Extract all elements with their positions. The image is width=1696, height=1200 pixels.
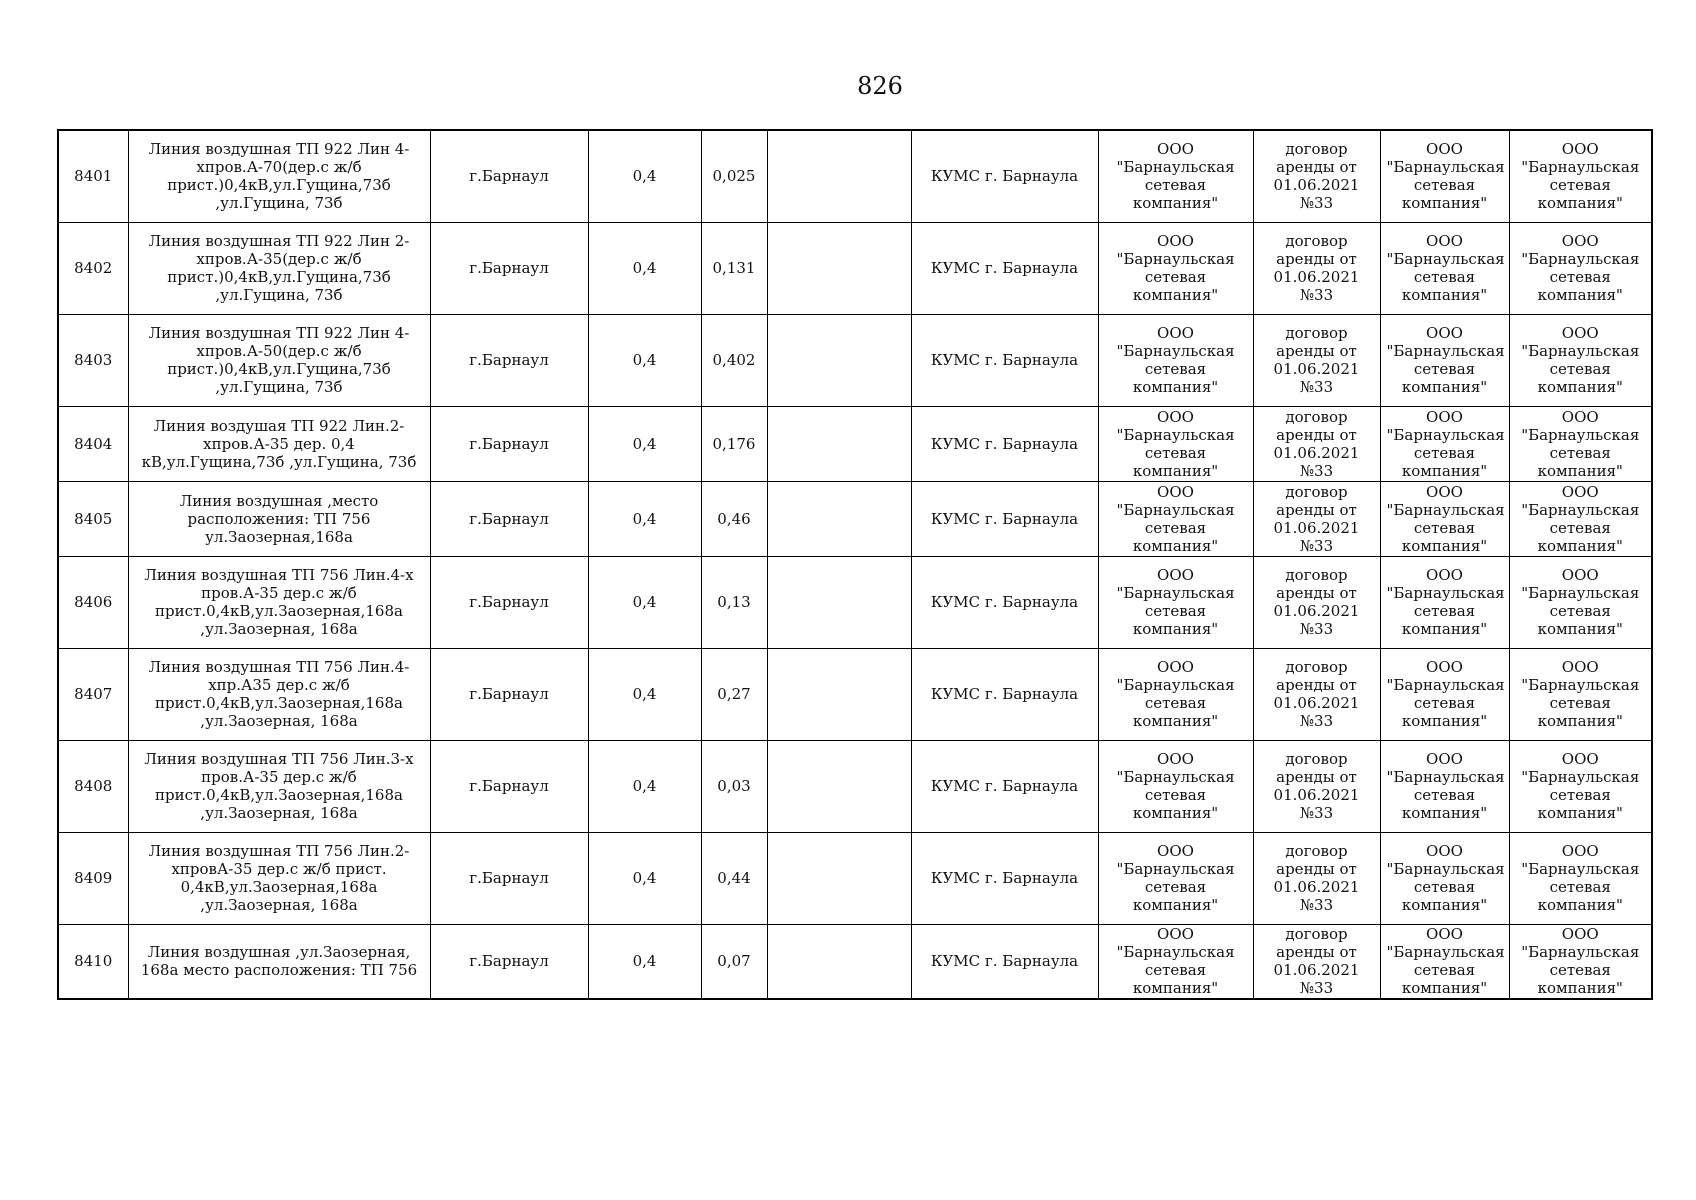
cell-extra xyxy=(767,406,911,481)
cell-user1: ООО "Барнаульская сетевая компания" xyxy=(1380,406,1509,481)
cell-length: 0,46 xyxy=(701,481,767,556)
table-row xyxy=(58,130,1652,222)
table-row xyxy=(58,648,1652,740)
cell-voltage: 0,4 xyxy=(588,222,701,314)
cell-user2: ООО "Барнаульская сетевая компания" xyxy=(1509,222,1652,314)
cell-extra xyxy=(767,314,911,406)
cell-id: 8407 xyxy=(58,648,128,740)
table-row xyxy=(58,222,1652,314)
cell-length: 0,402 xyxy=(701,314,767,406)
table-row xyxy=(58,314,1652,406)
cell-doc: договор аренды от 01.06.2021 №33 xyxy=(1253,832,1380,924)
cell-length: 0,27 xyxy=(701,648,767,740)
cell-user1: ООО "Барнаульская сетевая компания" xyxy=(1380,832,1509,924)
cell-name: Линия воздушная ТП 922 Лин 2-хпров.А-35(дер.с ж/б прист.)0,4кВ,ул.Гущина,73б ,ул.Гущина, 73б xyxy=(128,222,430,314)
cell-doc: договор аренды от 01.06.2021 №33 xyxy=(1253,406,1380,481)
cell-owner: КУМС г. Барнаула xyxy=(911,130,1098,222)
table-row xyxy=(58,740,1652,832)
cell-owner: КУМС г. Барнаула xyxy=(911,222,1098,314)
cell-user1: ООО "Барнаульская сетевая компания" xyxy=(1380,924,1509,999)
cell-user1: ООО "Барнаульская сетевая компания" xyxy=(1380,648,1509,740)
table-body xyxy=(58,130,1652,999)
cell-owner: КУМС г. Барнаула xyxy=(911,648,1098,740)
cell-user2: ООО "Барнаульская сетевая компания" xyxy=(1509,924,1652,999)
cell-extra xyxy=(767,648,911,740)
registry-table xyxy=(57,129,1653,1000)
cell-voltage: 0,4 xyxy=(588,924,701,999)
cell-city: г.Барнаул xyxy=(430,924,588,999)
cell-name: Линия воздушая ТП 922 Лин.2-хпров.А-35 дер. 0,4 кВ,ул.Гущина,73б ,ул.Гущина, 73б xyxy=(128,406,430,481)
cell-owner: КУМС г. Барнаула xyxy=(911,481,1098,556)
cell-voltage: 0,4 xyxy=(588,406,701,481)
table-row xyxy=(58,924,1652,999)
cell-user2: ООО "Барнаульская сетевая компания" xyxy=(1509,406,1652,481)
cell-holder: ООО "Барнаульская сетевая компания" xyxy=(1098,832,1253,924)
cell-voltage: 0,4 xyxy=(588,481,701,556)
cell-length: 0,03 xyxy=(701,740,767,832)
cell-name: Линия воздушная ТП 756 Лин.4-х пров.А-35 дер.с ж/б прист.0,4кВ,ул.Заозерная,168а ,ул.Заозерная, 168а xyxy=(128,556,430,648)
cell-owner: КУМС г. Барнаула xyxy=(911,314,1098,406)
cell-holder: ООО "Барнаульская сетевая компания" xyxy=(1098,648,1253,740)
cell-owner: КУМС г. Барнаула xyxy=(911,406,1098,481)
cell-doc: договор аренды от 01.06.2021 №33 xyxy=(1253,481,1380,556)
cell-user2: ООО "Барнаульская сетевая компания" xyxy=(1509,740,1652,832)
cell-extra xyxy=(767,481,911,556)
cell-city: г.Барнаул xyxy=(430,648,588,740)
cell-id: 8409 xyxy=(58,832,128,924)
cell-city: г.Барнаул xyxy=(430,406,588,481)
cell-voltage: 0,4 xyxy=(588,832,701,924)
cell-extra xyxy=(767,924,911,999)
cell-owner: КУМС г. Барнаула xyxy=(911,556,1098,648)
cell-user1: ООО "Барнаульская сетевая компания" xyxy=(1380,314,1509,406)
cell-city: г.Барнаул xyxy=(430,832,588,924)
table-row xyxy=(58,556,1652,648)
cell-user1: ООО "Барнаульская сетевая компания" xyxy=(1380,481,1509,556)
table-row xyxy=(58,406,1652,481)
cell-city: г.Барнаул xyxy=(430,740,588,832)
cell-extra xyxy=(767,740,911,832)
cell-user1: ООО "Барнаульская сетевая компания" xyxy=(1380,222,1509,314)
cell-city: г.Барнаул xyxy=(430,130,588,222)
cell-name: Линия воздушная ТП 756 Лин.2-хпровА-35 дер.с ж/б прист. 0,4кВ,ул.Заозерная,168а ,ул.Заозерная, 168а xyxy=(128,832,430,924)
cell-extra xyxy=(767,130,911,222)
cell-user1: ООО "Барнаульская сетевая компания" xyxy=(1380,130,1509,222)
cell-name: Линия воздушная ,ул.Заозерная, 168а место расположения: ТП 756 xyxy=(128,924,430,999)
cell-name: Линия воздушная ,место расположения: ТП 756 ул.Заозерная,168а xyxy=(128,481,430,556)
cell-length: 0,13 xyxy=(701,556,767,648)
cell-user2: ООО "Барнаульская сетевая компания" xyxy=(1509,648,1652,740)
cell-doc: договор аренды от 01.06.2021 №33 xyxy=(1253,740,1380,832)
cell-length: 0,44 xyxy=(701,832,767,924)
cell-user2: ООО "Барнаульская сетевая компания" xyxy=(1509,130,1652,222)
cell-owner: КУМС г. Барнаула xyxy=(911,740,1098,832)
cell-name: Линия воздушная ТП 756 Лин.4-хпр.А35 дер.с ж/б прист.0,4кВ,ул.Заозерная,168а ,ул.Заозерная, 168а xyxy=(128,648,430,740)
cell-id: 8405 xyxy=(58,481,128,556)
cell-holder: ООО "Барнаульская сетевая компания" xyxy=(1098,924,1253,999)
cell-id: 8401 xyxy=(58,130,128,222)
cell-city: г.Барнаул xyxy=(430,556,588,648)
cell-length: 0,176 xyxy=(701,406,767,481)
page-number: 826 xyxy=(857,72,903,100)
cell-doc: договор аренды от 01.06.2021 №33 xyxy=(1253,648,1380,740)
cell-doc: договор аренды от 01.06.2021 №33 xyxy=(1253,924,1380,999)
cell-id: 8406 xyxy=(58,556,128,648)
cell-id: 8404 xyxy=(58,406,128,481)
cell-holder: ООО "Барнаульская сетевая компания" xyxy=(1098,740,1253,832)
cell-name: Линия воздушная ТП 756 Лин.3-х пров.А-35 дер.с ж/б прист.0,4кВ,ул.Заозерная,168а ,ул.Заозерная, 168а xyxy=(128,740,430,832)
cell-holder: ООО "Барнаульская сетевая компания" xyxy=(1098,314,1253,406)
cell-city: г.Барнаул xyxy=(430,481,588,556)
table-row xyxy=(58,481,1652,556)
cell-holder: ООО "Барнаульская сетевая компания" xyxy=(1098,130,1253,222)
cell-id: 8403 xyxy=(58,314,128,406)
table-row xyxy=(58,832,1652,924)
cell-id: 8408 xyxy=(58,740,128,832)
cell-owner: КУМС г. Барнаула xyxy=(911,832,1098,924)
cell-extra xyxy=(767,222,911,314)
cell-extra xyxy=(767,556,911,648)
cell-doc: договор аренды от 01.06.2021 №33 xyxy=(1253,130,1380,222)
cell-holder: ООО "Барнаульская сетевая компания" xyxy=(1098,481,1253,556)
cell-voltage: 0,4 xyxy=(588,314,701,406)
cell-city: г.Барнаул xyxy=(430,314,588,406)
cell-holder: ООО "Барнаульская сетевая компания" xyxy=(1098,222,1253,314)
cell-name: Линия воздушная ТП 922 Лин 4-хпров.А-50(дер.с ж/б прист.)0,4кВ,ул.Гущина,73б ,ул.Гущина, 73б xyxy=(128,314,430,406)
cell-user2: ООО "Барнаульская сетевая компания" xyxy=(1509,832,1652,924)
cell-user1: ООО "Барнаульская сетевая компания" xyxy=(1380,740,1509,832)
cell-holder: ООО "Барнаульская сетевая компания" xyxy=(1098,556,1253,648)
cell-doc: договор аренды от 01.06.2021 №33 xyxy=(1253,314,1380,406)
cell-length: 0,07 xyxy=(701,924,767,999)
cell-holder: ООО "Барнаульская сетевая компания" xyxy=(1098,406,1253,481)
cell-owner: КУМС г. Барнаула xyxy=(911,924,1098,999)
cell-user2: ООО "Барнаульская сетевая компания" xyxy=(1509,556,1652,648)
cell-voltage: 0,4 xyxy=(588,130,701,222)
cell-length: 0,131 xyxy=(701,222,767,314)
cell-user1: ООО "Барнаульская сетевая компания" xyxy=(1380,556,1509,648)
cell-user2: ООО "Барнаульская сетевая компания" xyxy=(1509,314,1652,406)
cell-doc: договор аренды от 01.06.2021 №33 xyxy=(1253,556,1380,648)
cell-voltage: 0,4 xyxy=(588,648,701,740)
cell-id: 8410 xyxy=(58,924,128,999)
cell-city: г.Барнаул xyxy=(430,222,588,314)
cell-id: 8402 xyxy=(58,222,128,314)
cell-voltage: 0,4 xyxy=(588,740,701,832)
cell-extra xyxy=(767,832,911,924)
cell-user2: ООО "Барнаульская сетевая компания" xyxy=(1509,481,1652,556)
cell-doc: договор аренды от 01.06.2021 №33 xyxy=(1253,222,1380,314)
cell-voltage: 0,4 xyxy=(588,556,701,648)
cell-name: Линия воздушная ТП 922 Лин 4-хпров.А-70(дер.с ж/б прист.)0,4кВ,ул.Гущина,73б ,ул.Гущина, 73б xyxy=(128,130,430,222)
cell-length: 0,025 xyxy=(701,130,767,222)
